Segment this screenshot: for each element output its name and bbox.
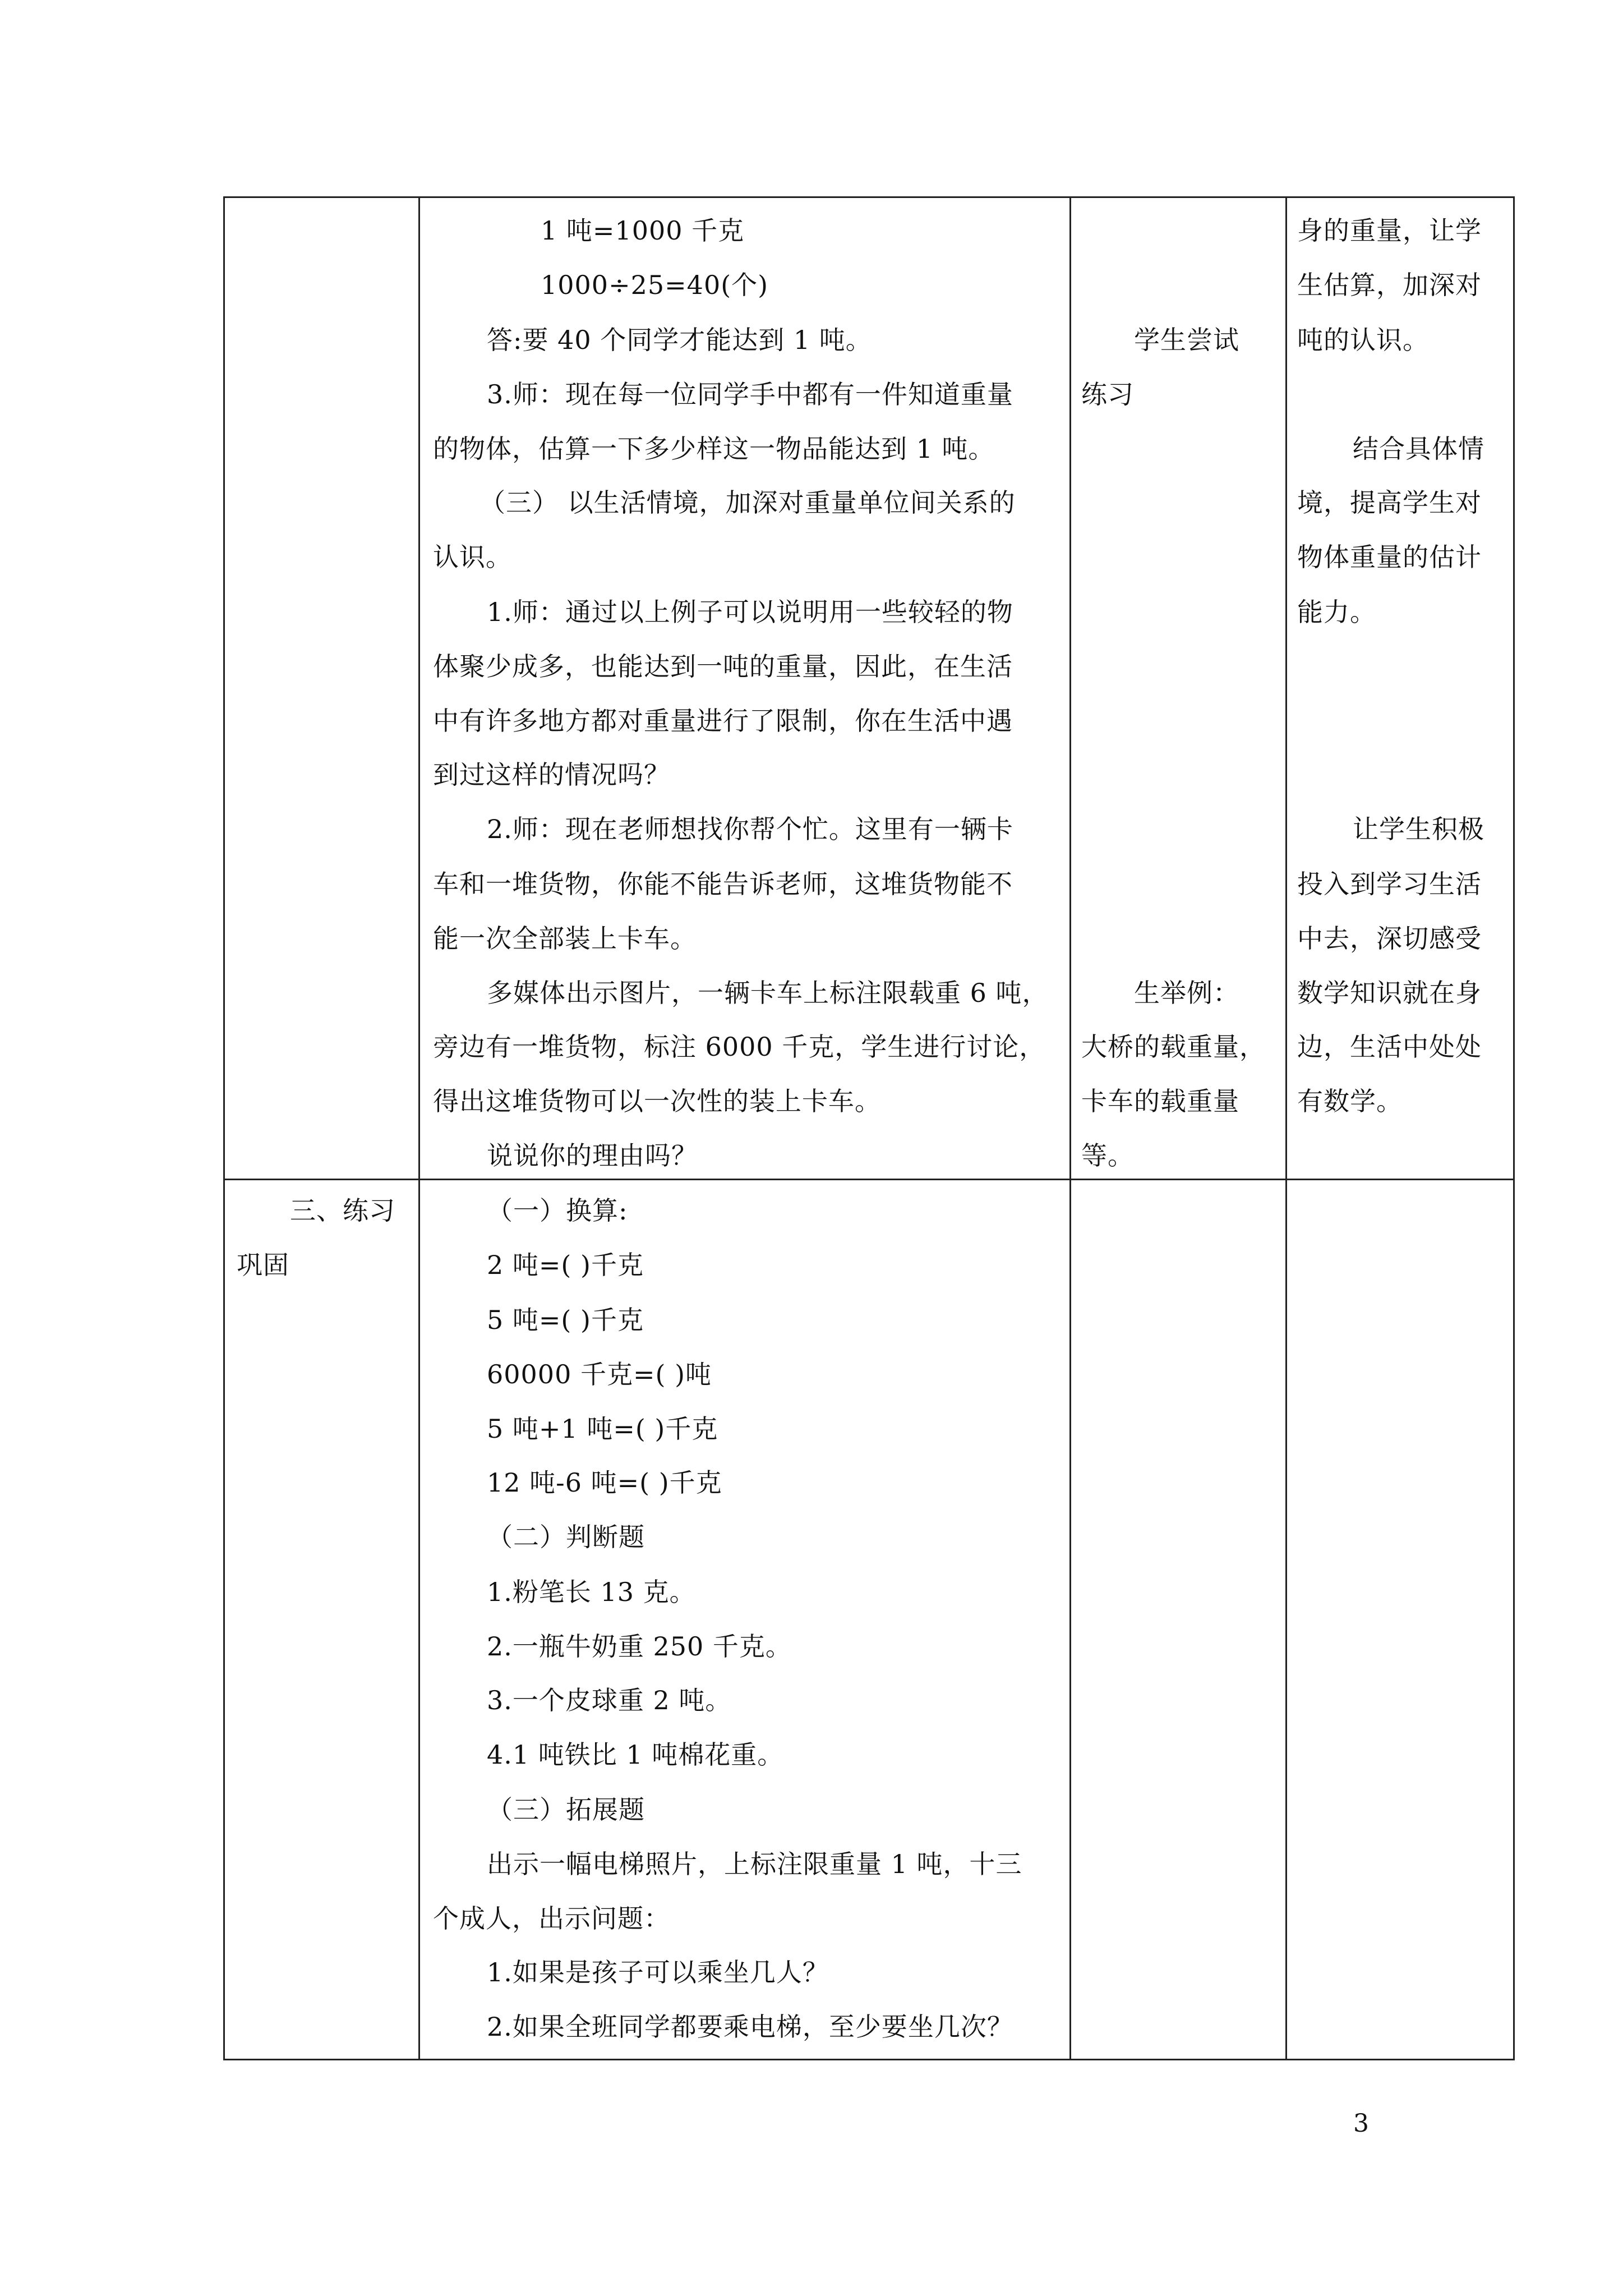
design-intent-line: 边，生活中处处 xyxy=(1297,1032,1482,1062)
process-text-line: 1000÷25=40(个) xyxy=(541,270,769,300)
practice-text-line: 1.如果是孩子可以乘坐几人？ xyxy=(487,1957,829,1987)
student-activity-line: 等。 xyxy=(1081,1140,1134,1171)
table-col-divider-1 xyxy=(418,196,420,2060)
student-activity-line: 生举例： xyxy=(1134,978,1239,1008)
practice-text-line: 1.粉笔长 13 克。 xyxy=(487,1577,696,1607)
process-text-line: 1.师：通过以上例子可以说明用一些较轻的物 xyxy=(487,597,1013,627)
practice-text-line: 5 吨+1 吨=( )千克 xyxy=(487,1414,718,1444)
process-text-line: 体聚少成多，也能达到一吨的重量，因此，在生活 xyxy=(433,651,1013,682)
practice-text-line: 2.如果全班同学都要乘电梯，至少要坐几次？ xyxy=(487,2012,1013,2042)
student-activity-line: 练习 xyxy=(1081,379,1134,409)
design-intent-line: 结合具体情 xyxy=(1353,434,1484,464)
design-intent-line: 身的重量，让学 xyxy=(1297,215,1482,246)
practice-text-line: 5 吨=( )千克 xyxy=(487,1305,644,1335)
practice-text-line: 个成人，出示问题： xyxy=(433,1903,670,1934)
practice-text-line: 12 吨-6 吨=( )千克 xyxy=(487,1467,722,1498)
practice-text-line: 4.1 吨铁比 1 吨棉花重。 xyxy=(487,1740,784,1770)
design-intent-line: 吨的认识。 xyxy=(1297,325,1429,355)
practice-text-line: （二）判断题 xyxy=(487,1522,645,1552)
process-text-line: 的物体，估算一下多少样这一物品能达到 1 吨。 xyxy=(433,434,995,464)
process-text-line: 多媒体出示图片，一辆卡车上标注限载重 6 吨， xyxy=(487,978,1049,1008)
process-text-line: 答:要 40 个同学才能达到 1 吨。 xyxy=(487,325,872,355)
process-text-line: 旁边有一堆货物，标注 6000 千克，学生进行讨论， xyxy=(433,1032,1046,1062)
table-row-divider xyxy=(223,1179,1515,1180)
process-text-line: 2.师：现在老师想找你帮个忙。这里有一辆卡 xyxy=(487,814,1013,844)
process-text-line: 1 吨=1000 千克 xyxy=(541,215,745,246)
design-intent-line: 物体重量的估计 xyxy=(1297,542,1482,572)
process-text-line: 到过这样的情况吗？ xyxy=(433,760,670,790)
section-heading: 巩固 xyxy=(237,1250,289,1280)
table-border-right xyxy=(1513,196,1515,2060)
table-border-bottom xyxy=(223,2059,1515,2060)
process-text-line: 能一次全部装上卡车。 xyxy=(433,923,697,954)
table-col-divider-3 xyxy=(1285,196,1287,2060)
page-number: 3 xyxy=(1353,2109,1369,2138)
process-text-line: 车和一堆货物，你能不能告诉老师，这堆货物能不 xyxy=(433,869,1013,899)
table-col-divider-2 xyxy=(1069,196,1071,2060)
practice-text-line: （三）拓展题 xyxy=(487,1795,645,1825)
table-border-top xyxy=(223,196,1515,198)
table-border-left xyxy=(223,196,225,2060)
practice-text-line: 60000 千克=( )吨 xyxy=(487,1359,712,1389)
process-text-line: 认识。 xyxy=(433,542,512,572)
practice-text-line: 2 吨=( )千克 xyxy=(487,1250,644,1280)
design-intent-line: 境，提高学生对 xyxy=(1297,487,1482,518)
process-text-line: 3.师：现在每一位同学手中都有一件知道重量 xyxy=(487,379,1013,409)
process-text-line: 说说你的理由吗？ xyxy=(487,1140,698,1171)
process-text-line: 中有许多地方都对重量进行了限制，你在生活中遇 xyxy=(433,706,1013,736)
practice-text-line: 2.一瓶牛奶重 250 千克。 xyxy=(487,1631,792,1662)
practice-text-line: 3.一个皮球重 2 吨。 xyxy=(487,1685,732,1715)
practice-text-line: （一）换算: xyxy=(487,1195,628,1226)
design-intent-line: 数学知识就在身 xyxy=(1297,978,1482,1008)
design-intent-line: 让学生积极 xyxy=(1353,814,1484,844)
design-intent-line: 有数学。 xyxy=(1297,1086,1403,1116)
design-intent-line: 能力。 xyxy=(1297,597,1376,627)
student-activity-line: 卡车的载重量 xyxy=(1081,1086,1239,1116)
student-activity-line: 大桥的载重量， xyxy=(1081,1032,1266,1062)
student-activity-line: 学生尝试 xyxy=(1134,325,1239,355)
practice-text-line: 出示一幅电梯照片，上标注限重量 1 吨，十三 xyxy=(487,1849,1022,1879)
process-text-line: 得出这堆货物可以一次性的装上卡车。 xyxy=(433,1086,881,1116)
design-intent-line: 中去，深切感受 xyxy=(1297,923,1482,954)
process-text-line: （三） 以生活情境，加深对重量单位间关系的 xyxy=(479,487,1016,518)
design-intent-line: 生估算，加深对 xyxy=(1297,270,1482,300)
design-intent-line: 投入到学习生活 xyxy=(1297,869,1482,899)
section-heading: 三、练习 xyxy=(290,1195,395,1226)
